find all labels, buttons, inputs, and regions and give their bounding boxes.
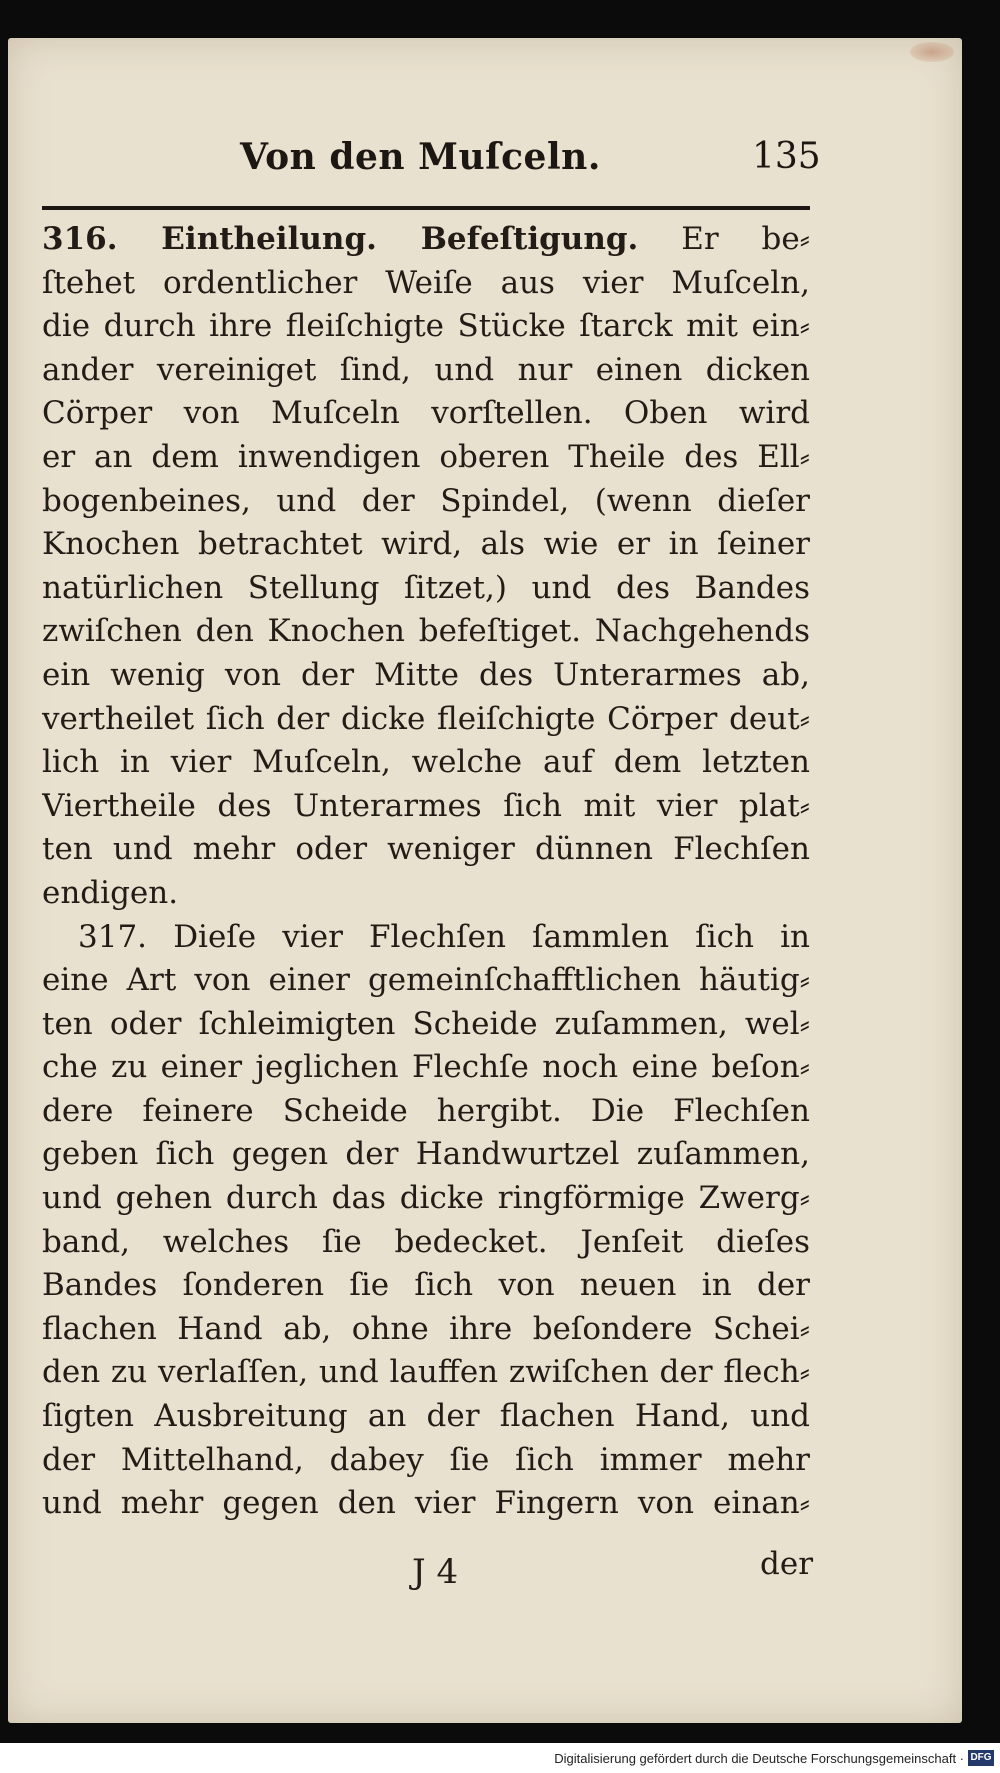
header-rule — [42, 206, 810, 210]
text-line: geben ſich gegen der Handwurtzel zuſammen, — [42, 1136, 810, 1173]
book-page — [8, 38, 962, 1723]
signature-mark: J 4 — [412, 1552, 459, 1592]
credit-bar — [0, 1743, 1000, 1773]
text-line — [42, 218, 810, 262]
text-line: ten oder ſchleimigten Scheide zuſammen, wel⸗ — [42, 1005, 810, 1042]
text-line: den zu verlaſſen, und lauffen zwiſchen der flech⸗ — [42, 1354, 810, 1391]
text-line: che zu einer jeglichen Flechſe noch eine beſon⸗ — [42, 1049, 810, 1086]
text-line: ſtehet ordentlicher Weiſe aus vier Muſceln, — [42, 264, 810, 301]
text-line: und mehr gegen den vier Fingern von einan⸗ — [42, 1485, 810, 1522]
paper-stain — [910, 42, 954, 62]
text-line: eine Art von einer gemeinſchafftlichen häutig⸗ — [42, 962, 810, 999]
text-line: band, welches ſie bedecket. Jenſeit dieſes — [42, 1223, 810, 1260]
text-line: und gehen durch das dicke ringförmige Zwerg⸗ — [42, 1180, 810, 1217]
page-number: 135 — [752, 136, 821, 177]
section-heading: 316. Eintheilung. Befeſtigung. — [42, 221, 639, 257]
text-line: endigen. — [42, 874, 179, 911]
text-line-rest: Er be⸗ — [638, 221, 810, 257]
text-line: bogenbeines, und der Spindel, (wenn dieſer — [42, 482, 810, 519]
body-text — [42, 218, 810, 1526]
text-line: vertheilet ſich der dicke fleiſchigte Cörper deut⸗ — [42, 700, 810, 737]
text-line: ſigten Ausbreitung an der flachen Hand, und — [42, 1398, 810, 1435]
text-line: Viertheile des Unterarmes ſich mit vier plat⸗ — [42, 787, 810, 824]
dfg-logo: DFG — [968, 1750, 994, 1766]
text-line: 317. Dieſe vier Flechſen ſammlen ſich in — [78, 918, 810, 955]
text-line: die durch ihre fleiſchigte Stücke ſtarck mit ein⸗ — [42, 308, 810, 345]
catchword: der — [760, 1546, 814, 1582]
text-line: natürlichen Stellung ſitzet,) und des Bandes — [42, 569, 810, 606]
text-line: zwiſchen den Knochen befeſtiget. Nachgehends — [42, 613, 810, 650]
text-line: Cörper von Muſceln vorſtellen. Oben wird — [42, 395, 810, 432]
text-line: Knochen betrachtet wird, als wie er in ſeiner — [42, 526, 810, 563]
text-line: ten und mehr oder weniger dünnen Flechſen — [42, 831, 810, 868]
text-line: der Mittelhand, dabey ſie ſich immer mehr — [42, 1441, 810, 1478]
text-line: Bandes ſonderen ſie ſich von neuen in der — [42, 1267, 810, 1304]
text-line: er an dem inwendigen oberen Theile des Ell⸗ — [42, 438, 810, 475]
text-line: ander vereiniget ſind, und nur einen dicken — [42, 351, 810, 388]
text-line: lich in vier Muſceln, welche auf dem letzten — [42, 744, 810, 781]
credit-text: Digitalisierung gefördert durch die Deutsche Forschungsgemeinschaft · — [554, 1751, 964, 1766]
running-head: Von den Muſceln. — [240, 136, 601, 178]
text-line: ein wenig von der Mitte des Unterarmes ab, — [42, 656, 810, 693]
text-line: dere feinere Scheide hergibt. Die Flechſen — [42, 1092, 810, 1129]
text-line: flachen Hand ab, ohne ihre beſondere Schei⸗ — [42, 1310, 810, 1347]
